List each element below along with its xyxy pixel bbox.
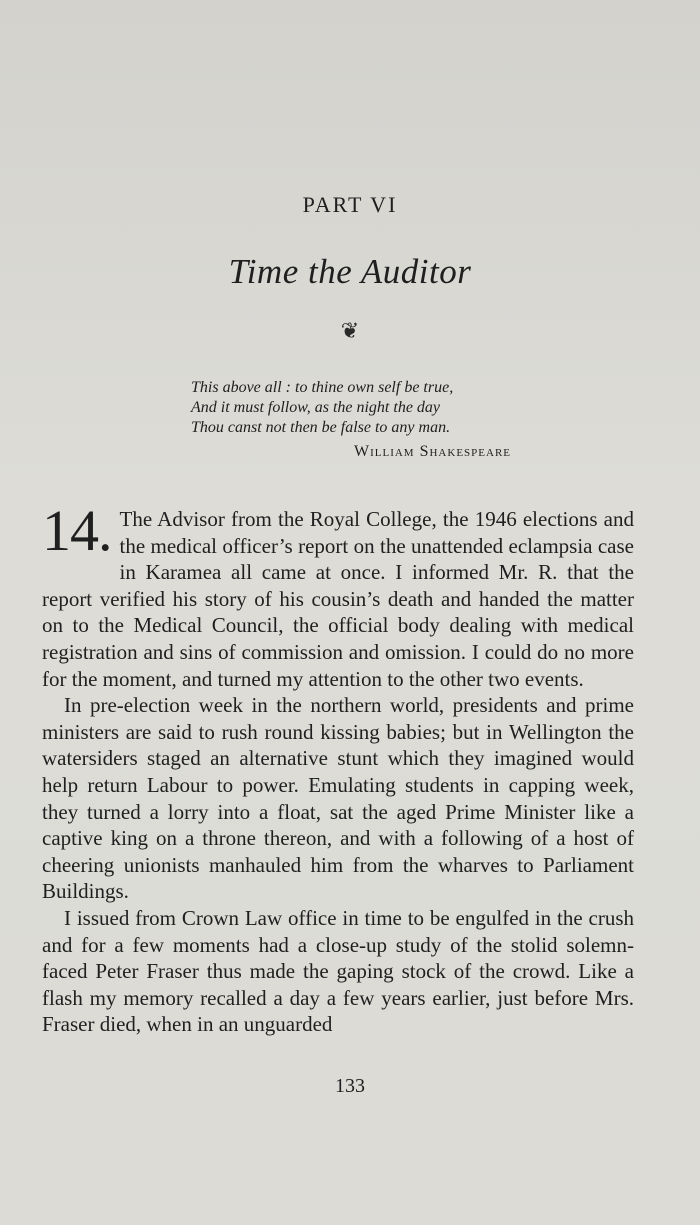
- epigraph-attribution: William Shakespeare: [354, 443, 511, 460]
- paragraph-text: The Advisor from the Royal College, the 1946 elections and the medical officer’s report on the unattended eclampsia case in Karamea all came at once. I informed Mr. R. that the report verified his story of his cousin’s death and handed the matter on to the Medical Council, the official body dealing with medical registration and sins of commission and omission. I could do no more for the moment, and turned my attention to the other two events.: [42, 507, 634, 691]
- part-title: Time the Auditor: [228, 252, 472, 291]
- chapter-body: [42, 498, 634, 1038]
- epigraph: [191, 378, 511, 462]
- paragraph: I issued from Crown Law office in time to be engulfed in the crush and for a few moments had a close-up study of the stolid solemn-faced Peter Fraser thus made the gaping stock of the crowd. Like a flash my memory recalled a day a few years earlier, just before Mrs. Fraser died, when in an unguarded: [42, 905, 634, 1037]
- page-number: 133: [335, 1075, 365, 1097]
- fleuron-ornament-icon: ❦: [340, 318, 360, 343]
- paragraph: In pre-election week in the northern world, presidents and prime ministers are said to rush round kissing babies; but in Wellington the watersiders staged an alternative stunt which they imagined would help return Labour to power. Emulating students in capping week, they turned a lorry into a float, sat the aged Prime Minister like a captive king on a throne thereon, and with a following of a host of cheering unionists manhauled him from the wharves to Parliament Buildings.: [42, 693, 634, 904]
- epigraph-line: And it must follow, as the night the day: [191, 399, 441, 416]
- epigraph-line: This above all : to thine own self be true,: [191, 379, 454, 396]
- epigraph-line: Thou canst not then be false to any man.: [191, 419, 451, 436]
- paragraph: [42, 498, 634, 692]
- part-label: PART VI: [302, 192, 398, 217]
- chapter-number: 14.: [42, 498, 112, 563]
